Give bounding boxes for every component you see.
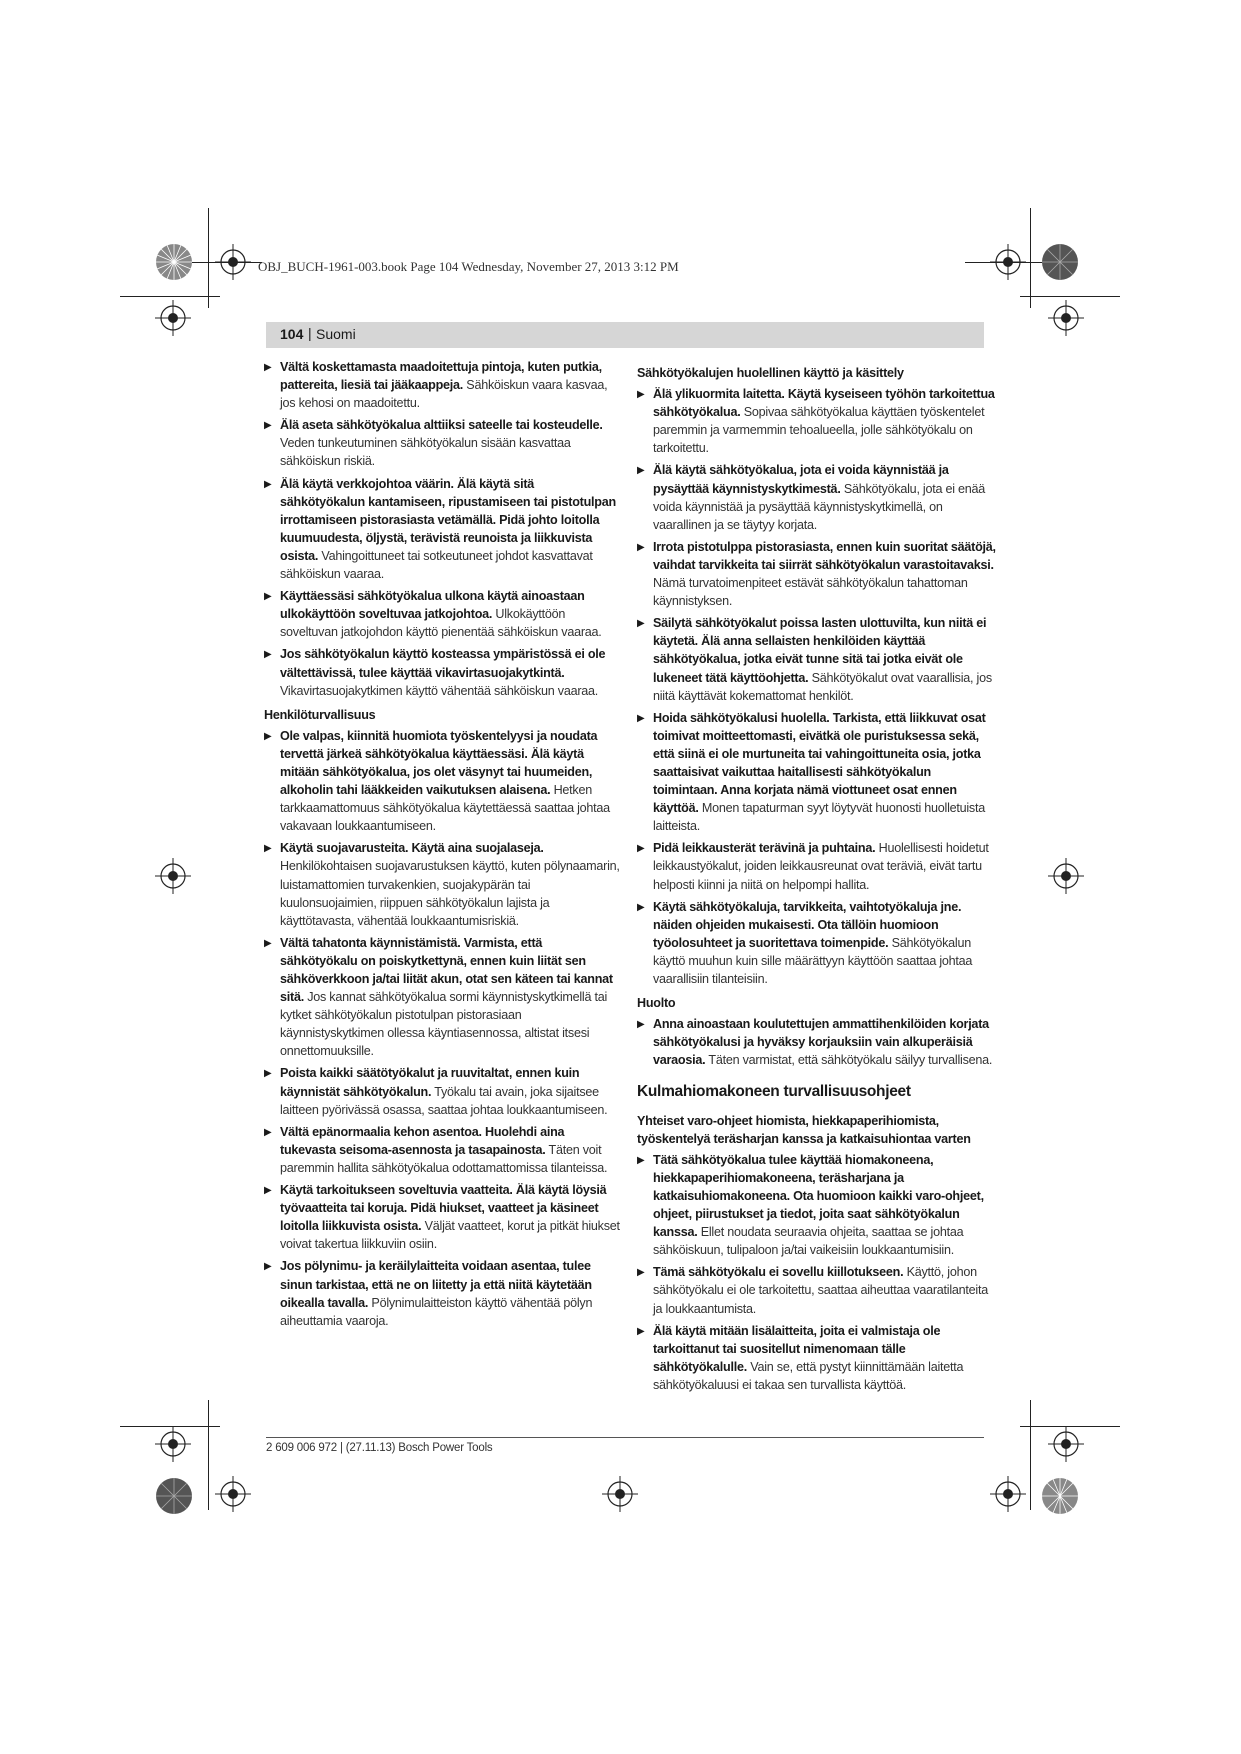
bullet-triangle-icon: ▶ <box>264 730 272 742</box>
instruction-body-text: Sähkötyökalun käyttö muuhun kuin sille määrättyyn käyttöön saattaa johtaa vaarallisiin tilanteisiin. <box>653 935 973 986</box>
crosshair-mark-icon <box>1048 858 1084 894</box>
instruction-bold-text: Älä ylikuormita laitetta. Käytä kyseiseen työhön tarkoitettua sähkötyökalua. <box>653 387 995 420</box>
instruction-bold-text: Älä käytä sähkötyökalua, jota ei voida käynnistää ja pysäyttää käynnistyskytkimestä. <box>653 463 949 496</box>
instruction-bold-text: Vältä tahatonta käynnistämistä. Varmista, että sähkötyökalu on poiskytkettynä, ennen kuin liität sen sähköverkkoon ja/tai liität akun, otat sen käteen tai kannat sitä. <box>280 935 613 1005</box>
safety-instruction-item <box>264 475 622 584</box>
subsection-heading: Henkilöturvallisuus <box>264 707 376 722</box>
bullet-triangle-icon: ▶ <box>264 1261 272 1273</box>
crop-mark-line <box>1020 296 1120 297</box>
right-column <box>637 358 997 1398</box>
left-column <box>264 358 622 1334</box>
page-header-bar <box>266 322 984 348</box>
safety-instruction-item <box>637 614 997 704</box>
safety-instruction-item <box>637 538 997 610</box>
crosshair-mark-icon <box>990 244 1026 280</box>
bullet-triangle-icon: ▶ <box>637 389 645 401</box>
safety-instruction-item <box>264 1123 622 1177</box>
safety-instruction-item <box>264 839 622 929</box>
instruction-body-text: Sopivaa sähkötyökalua käyttäen työskentelet paremmin ja varmemmin tehoalueella, jolle sähkötyökalu on tarkoitettu. <box>653 405 985 456</box>
crop-mark-line <box>1030 1400 1031 1510</box>
bullet-triangle-icon: ▶ <box>637 843 645 855</box>
book-slug-line: OBJ_BUCH-1961-003.book Page 104 Wednesday, November 27, 2013 3:12 PM <box>258 259 679 274</box>
instruction-bold-text: Älä käytä mitään lisälaitteita, joita ei valmistaja ole tarkoittanut tai suositellut nimenomaan tälle sähkötyökalulle. <box>653 1323 941 1374</box>
safety-instruction-item <box>637 1151 997 1260</box>
bullet-triangle-icon: ▶ <box>264 649 272 661</box>
bullet-triangle-icon: ▶ <box>637 901 645 913</box>
instruction-body-text: Väljät vaatteet, korut ja pitkät hiukset voivat takertua liikkuviin osiin. <box>280 1219 620 1252</box>
instruction-body-text: Huolellisesti hoidetut leikkaustyökalut, joiden leikkausreunat ovat teräviä, eivät tartu helposti kiinni ja niitä on helpompi hallita. <box>653 841 989 892</box>
crop-mark-line <box>208 1400 209 1510</box>
instruction-body-text: Sähköiskun vaara kasvaa, jos kehosi on maadoitettu. <box>280 378 608 411</box>
header-separator: | <box>308 325 312 341</box>
bullet-triangle-icon: ▶ <box>264 478 272 490</box>
crosshair-mark-icon <box>215 244 251 280</box>
subsection-heading: Sähkötyökalujen huolellinen käyttö ja käsittely <box>637 366 904 380</box>
safety-instruction-item <box>264 1064 622 1118</box>
instruction-body-text: Monen tapaturman syyt löytyvät huonosti huolletuista laitteista. <box>653 801 985 834</box>
color-registration-mark-icon <box>154 242 194 282</box>
instruction-bold-text: Tämä sähkötyökalu ei sovellu kiillotukseen. <box>653 1265 904 1280</box>
safety-instruction-item <box>637 839 997 893</box>
bullet-triangle-icon: ▶ <box>637 541 645 553</box>
safety-instruction-item <box>637 461 997 533</box>
bullet-triangle-icon: ▶ <box>264 1126 272 1138</box>
instruction-bold-text: Käyttäessäsi sähkötyökalua ulkona käytä ainoastaan ulkokäyttöön soveltuvaa jatkojohtoa. <box>280 589 585 622</box>
instruction-bold-text: Jos sähkötyökalun käyttö kosteassa ympäristössä ei ole vältettävissä, tulee käyttää vikavirtasuojakytkintä. <box>280 647 606 680</box>
safety-instruction-item <box>264 727 622 836</box>
subsection-heading: Huolto <box>637 996 676 1011</box>
instruction-bold-text: Säilytä sähkötyökalut poissa lasten ulottuvilta, kun niitä ei käytetä. Älä anna sellaisten henkilöiden käyttää sähkötyökalua, jotka eivät tunne sitä tai jotka eivät ole lukeneet tätä käyttöohjetta. <box>653 616 987 685</box>
bullet-triangle-icon: ▶ <box>264 1185 272 1197</box>
instruction-body-text: Vikavirtasuojakytkimen käyttö vähentää sähköiskun vaaraa. <box>280 683 599 698</box>
bullet-triangle-icon: ▶ <box>264 362 272 373</box>
crosshair-mark-icon <box>1048 1426 1084 1462</box>
safety-instruction-item <box>264 416 622 470</box>
color-registration-mark-icon <box>154 1476 194 1516</box>
instruction-bold-text: Käytä tarkoitukseen soveltuvia vaatteita. Älä käytä löysiä työvaatteita tai koruja. Pidä hiukset, vaatteet ja käsineet loitolla liikkuvista osista. <box>280 1183 607 1234</box>
bullet-triangle-icon: ▶ <box>637 465 645 477</box>
bullet-triangle-icon: ▶ <box>264 843 272 855</box>
crosshair-mark-icon <box>155 1426 191 1462</box>
safety-instruction-item <box>637 385 997 457</box>
instruction-bold-text: Hoida sähkötyökalusi huolella. Tarkista, että liikkuvat osat toimivat moitteettomasti, eivätkä ole puristuksessa sekä, että siinä ei ole murtuneita tai vahingoittuneita osia, jotka saattaisivat vaikuttaa haitallisesti sähkötyökalun toimintaan. Anna korjata nämä viottuneet osat ennen käyttöä. <box>653 710 986 816</box>
bullet-triangle-icon: ▶ <box>637 1325 645 1337</box>
safety-instruction-item <box>264 1257 622 1329</box>
safety-instruction-item <box>264 934 622 1061</box>
instruction-bold-text: Ole valpas, kiinnitä huomiota työskentelyysi ja noudata tervettä järkeä sähkötyökalua käyttäessäsi. Älä käytä mitään sähkötyökalua, jos olet väsynyt tai huumeiden, alkoholin tahi lääkkeiden vaikutuksen alaisena. <box>280 728 598 798</box>
safety-instruction-item <box>637 1015 997 1069</box>
bullet-triangle-icon: ▶ <box>637 1019 645 1031</box>
instruction-bold-text: Käytä suojavarusteita. Käytä aina suojalaseja. <box>280 841 544 856</box>
subsection-heading: Yhteiset varo-ohjeet hiomista, hiekkapaperihiomista, työskentelyä teräsharjan kanssa ja katkaisuhiontaa varten <box>637 1113 971 1146</box>
footer-divider <box>266 1437 984 1438</box>
safety-instruction-item <box>264 587 622 641</box>
instruction-body-text: Sähkötyökalut ovat vaarallisia, jos niitä käyttävät kokemattomat henkilöt. <box>653 670 992 703</box>
instruction-body-text: Henkilökohtaisen suojavarustuksen käyttö, kuten pölynaamarin, luistamattomien turvakenkien, suojakypärän tai kuulonsuojaimien, riippuen sähkötyökalun lajista ja käyttötavasta, vähentää loukkaantumisriskiä. <box>280 859 620 928</box>
instruction-bold-text: Vältä epänormaalia kehon asentoa. Huolehdi aina tukevasta seisoma-asennosta ja tasapainosta. <box>280 1124 565 1157</box>
crosshair-mark-icon <box>155 858 191 894</box>
instruction-bold-text: Irrota pistotulppa pistorasiasta, ennen kuin suoritat säätöjä, vaihdat tarvikkeita tai siirrät sähkötyökalun varastoitavaksi. <box>653 539 996 572</box>
instruction-body-text: Täten voit paremmin hallita sähkötyökalua odottamattomissa tilanteissa. <box>280 1142 608 1175</box>
bullet-triangle-icon: ▶ <box>264 420 272 432</box>
instruction-body-text: Jos kannat sähkötyökalua sormi käynnistyskytkimellä tai kytket sähkötyökalun pistotulpan pistorasiaan käynnistyskytkimen ollessa käyntiasennossa, altistat itsesi onnettomuuksille. <box>280 990 608 1059</box>
instruction-body-text: Nämä turvatoimenpiteet estävät sähkötyökalun tahattoman käynnistyksen. <box>653 576 968 609</box>
bullet-triangle-icon: ▶ <box>264 937 272 949</box>
safety-instruction-item <box>637 709 997 836</box>
instruction-bold-text: Anna ainoastaan koulutettujen ammattihenkilöiden korjata sähkötyökalusi ja hyväksy korjauksiin vain alkuperäisiä varaosia. <box>653 1017 989 1068</box>
instruction-body-text: Täten varmistat, että sähkötyökalu säilyy turvallisena. <box>705 1053 993 1068</box>
crop-mark-line <box>1030 208 1031 308</box>
instruction-body-text: Ellet noudata seuraavia ohjeita, saattaa se johtaa sähköiskuun, tulipaloon ja/tai vaikeisiin loukkaantumisiin. <box>653 1225 964 1258</box>
crosshair-mark-icon <box>1048 300 1084 336</box>
crop-mark-line <box>208 208 209 308</box>
color-registration-mark-icon <box>1040 1476 1080 1516</box>
crop-mark-line <box>120 296 220 297</box>
bullet-triangle-icon: ▶ <box>264 1068 272 1080</box>
instruction-bold-text: Käytä sähkötyökaluja, tarvikkeita, vaihtotyökaluja jne. näiden ohjeiden mukaisesti. Ota tällöin huomioon työolosuhteet ja suoritettava toimenpide. <box>653 899 962 950</box>
crosshair-mark-icon <box>215 1476 251 1512</box>
instruction-bold-text: Poista kaikki säätötyökalut ja ruuvitaltat, ennen kuin käynnistät sähkötyökalun. <box>280 1066 580 1099</box>
instruction-bold-text: Tätä sähkötyökalua tulee käyttää hiomakoneena, hiekkapaperihiomakoneena, teräsharjana ja katkaisuhiomakoneena. Ota huomioon kaikki varo-ohjeet, ohjeet, piirustukset ja tiedot, joita saat sähkötyökalun kanssa. <box>653 1152 984 1240</box>
instruction-body-text: Käyttö, johon sähkötyökalu ei ole tarkoitettu, saattaa aiheuttaa vaaratilanteita ja loukkaantumista. <box>653 1265 988 1316</box>
instruction-bold-text: Vältä koskettamasta maadoitettuja pintoja, kuten putkia, pattereita, liesiä tai jääkaappeja. <box>280 360 602 393</box>
safety-instruction-item <box>637 1263 997 1317</box>
instruction-bold-text: Älä käytä verkkojohtoa väärin. Älä käytä sitä sähkötyökalun kantamiseen, ripustamiseen tai pistotulpan irrottamiseen pistorasiasta vetämällä. Pidä johto loitolla kuumuudesta, öljystä, terävistä reunoista ja liikkuvista osista. <box>280 476 616 563</box>
safety-instruction-item <box>264 1181 622 1253</box>
instruction-body-text: Työkalu tai avain, joka sijaitsee laitteen pyörivässä osassa, saattaa johtaa loukkaantumiseen. <box>280 1084 608 1117</box>
color-registration-mark-icon <box>1040 242 1080 282</box>
instruction-body-text: Veden tunkeutuminen sähkötyökalun sisään kasvattaa sähköiskun riskiä. <box>280 436 571 469</box>
crosshair-mark-icon <box>990 1476 1026 1512</box>
instruction-body-text: Pölynimulaitteiston käyttö vähentää pölyn aiheuttamia vaaroja. <box>280 1295 593 1328</box>
page-number: 104 <box>280 326 304 342</box>
bullet-triangle-icon: ▶ <box>637 1154 645 1166</box>
instruction-body-text: Vain se, että pystyt kiinnittämään laitetta sähkötyökaluusi ei takaa sen turvallista käyttöä. <box>653 1359 964 1392</box>
safety-instruction-item <box>264 358 622 412</box>
bullet-triangle-icon: ▶ <box>264 591 272 603</box>
instruction-body-text: Vahingoittuneet tai sotkeutuneet johdot kasvattavat sähköiskun vaaraa. <box>280 548 593 582</box>
instruction-body-text: Sähkötyökalu, jota ei enää voida käynnistää ja pysäyttää käynnistyskytkimellä, on vaarallinen ja se täytyy korjata. <box>653 481 986 532</box>
instruction-bold-text: Älä aseta sähkötyökalua alttiiksi sateelle tai kosteudelle. <box>280 418 603 433</box>
safety-instruction-item <box>264 645 622 699</box>
safety-instruction-item <box>637 898 997 988</box>
page-language: Suomi <box>316 326 356 342</box>
instruction-bold-text: Jos pölynimu- ja keräilylaitteita voidaan asentaa, tulee sinun tarkistaa, että ne on liitetty ja että niitä käytetään oikealla tavalla. <box>280 1259 592 1310</box>
page-footer: 2 609 006 972 | (27.11.13) Bosch Power Tools <box>266 1442 493 1454</box>
section-heading: Kulmahiomakoneen turvallisuusohjeet <box>637 1083 911 1101</box>
instruction-body-text: Ulkokäyttöön soveltuvan jatkojohdon käyttö pienentää sähköiskun vaaraa. <box>280 607 602 640</box>
bullet-triangle-icon: ▶ <box>637 712 645 724</box>
safety-instruction-item <box>637 1322 997 1394</box>
bullet-triangle-icon: ▶ <box>637 1267 645 1279</box>
bullet-triangle-icon: ▶ <box>637 618 645 630</box>
instruction-body-text: Hetken tarkkaamattomuus sähkötyökalua käytettäessä saattaa johtaa vakavaan loukkaantumiseen. <box>280 783 610 834</box>
instruction-bold-text: Pidä leikkausterät terävinä ja puhtaina. <box>653 841 876 856</box>
crosshair-mark-icon <box>155 300 191 336</box>
crosshair-mark-icon <box>602 1476 638 1512</box>
